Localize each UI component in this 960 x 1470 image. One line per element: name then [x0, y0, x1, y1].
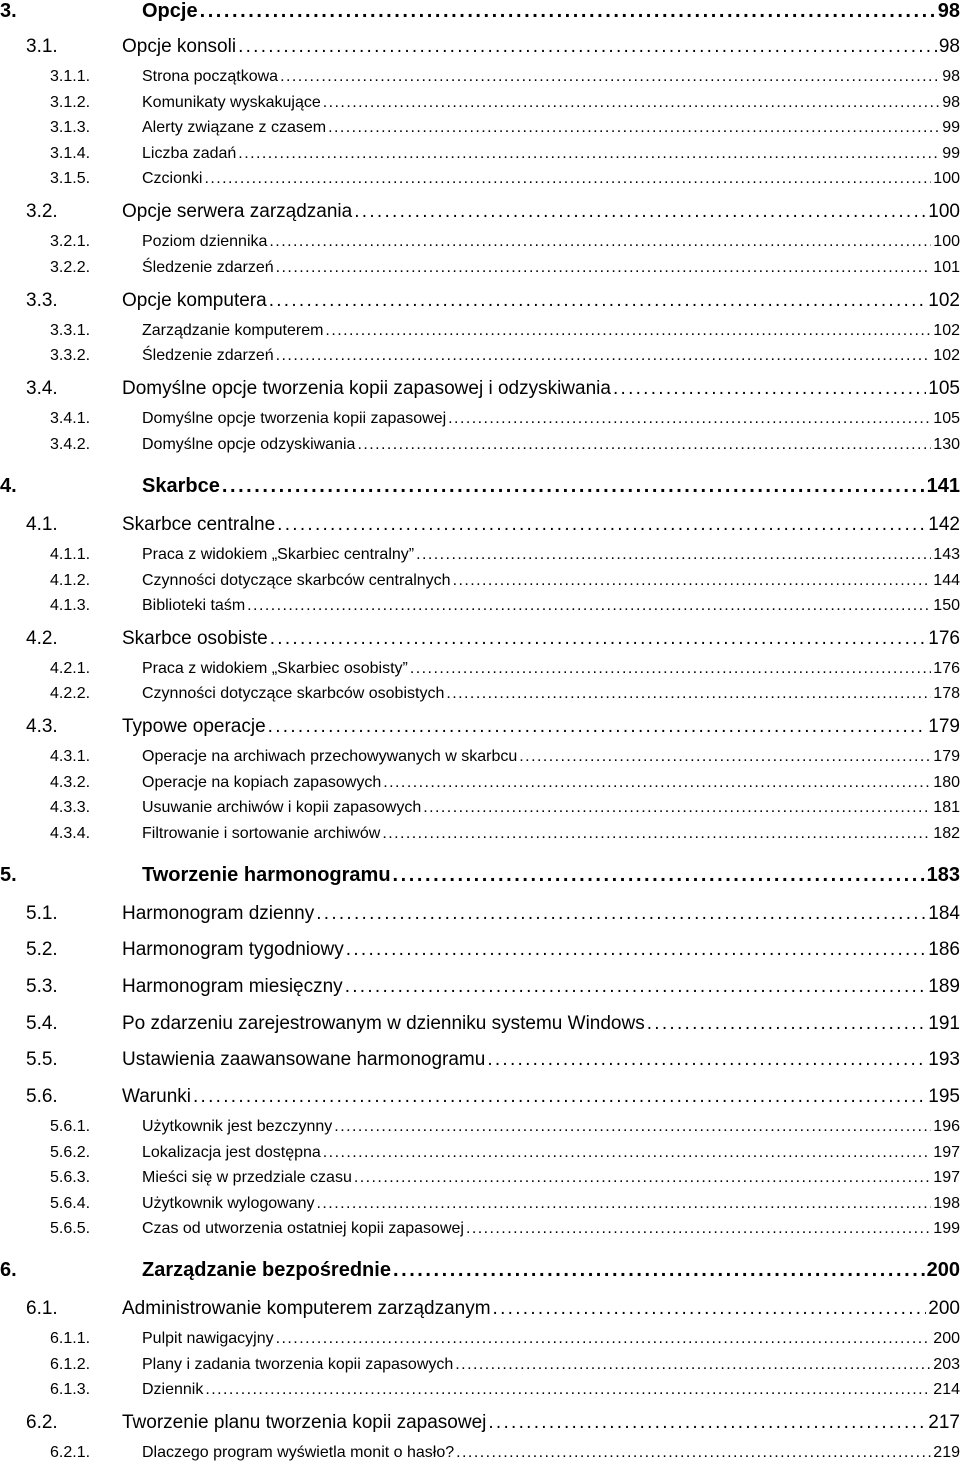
toc-entry-page-number: 186: [928, 939, 960, 960]
toc-entry-number: 5.4.: [26, 1013, 58, 1034]
toc-entry-number: 5.6.3.: [50, 1169, 91, 1186]
toc-entry-title: Domyślne opcje tworzenia kopii zapasowej i odzyskiwania: [122, 378, 611, 399]
toc-entry-title-row: [142, 685, 960, 703]
toc-entry-title: Ustawienia zaawansowane harmonogramu: [122, 1049, 486, 1070]
toc-entry-number: 4.3.: [26, 716, 58, 737]
toc-entry-number: 6.: [0, 1259, 17, 1281]
toc-entry-title: Po zdarzeniu zarejestrowanym w dzienniku systemu Windows: [122, 1013, 645, 1034]
toc-entry-title-row: [122, 201, 960, 223]
toc-entry-page-number: 100: [928, 201, 960, 222]
toc-entry-page-number: 181: [933, 799, 960, 816]
toc-dot-leader: [487, 1049, 926, 1071]
toc-entry-title: Mieści się w przedziale czasu: [142, 1169, 352, 1186]
toc-entry-title: Domyślne opcje odzyskiwania: [142, 436, 356, 453]
toc-entry-title: Czynności dotyczące skarbców osobistych: [142, 685, 445, 702]
toc-entry[interactable]: [0, 774, 960, 794]
toc-entry-number: 6.2.: [26, 1412, 58, 1433]
toc-entry-page-number: 100: [933, 233, 960, 250]
toc-entry-number: 3.3.: [26, 290, 58, 311]
toc-entry[interactable]: [0, 170, 960, 190]
toc-entry-page-number: 196: [933, 1118, 960, 1135]
toc-entry-page-number: 105: [933, 410, 960, 427]
toc-dot-leader: [317, 1195, 932, 1213]
toc-dot-leader: [466, 1220, 931, 1238]
toc-entry-page-number: 195: [928, 1086, 960, 1107]
toc-entry-number: 5.6.1.: [50, 1118, 91, 1135]
toc-dot-leader: [446, 685, 931, 703]
toc-entry-title: Dlaczego program wyświetla monit o hasło?: [142, 1444, 455, 1461]
toc-entry-title: Biblioteki taśm: [142, 597, 246, 614]
toc-dot-leader: [613, 378, 926, 400]
toc-entry-number: 3.4.1.: [50, 410, 91, 427]
toc-entry-title-row: [142, 475, 960, 498]
toc-entry-title-row: [142, 572, 960, 590]
toc-entry[interactable]: [0, 514, 960, 538]
toc-entry-title: Skarbce centralne: [122, 514, 276, 535]
toc-dot-leader: [354, 1169, 931, 1187]
toc-dot-leader: [277, 514, 926, 536]
toc-entry[interactable]: [0, 145, 960, 165]
toc-entry-title-row: [142, 1118, 960, 1136]
toc-entry-title: Harmonogram tygodniowy: [122, 939, 344, 960]
toc-entry-number: 4.3.4.: [50, 825, 91, 842]
toc-entry-number: 5.1.: [26, 903, 58, 924]
toc-entry-page-number: 197: [933, 1144, 960, 1161]
toc-entry-title-row: [122, 1086, 960, 1108]
toc-entry-number: 5.: [0, 864, 17, 886]
toc-entry-title: Tworzenie harmonogramu: [142, 864, 391, 886]
toc-entry-page-number: 98: [942, 94, 960, 111]
toc-entry-title: Zarządzanie komputerem: [142, 322, 324, 339]
toc-dot-leader: [193, 1086, 926, 1108]
toc-entry-page-number: 101: [933, 259, 960, 276]
toc-entry[interactable]: [0, 716, 960, 740]
toc-entry[interactable]: [0, 259, 960, 279]
toc-entry-number: 4.2.: [26, 628, 58, 649]
toc-entry-title-row: [142, 1195, 960, 1213]
toc-dot-leader: [238, 36, 937, 58]
toc-entry[interactable]: [0, 825, 960, 845]
toc-entry-title: Czynności dotyczące skarbców centralnych: [142, 572, 451, 589]
toc-entry-number: 3.1.1.: [50, 68, 91, 85]
toc-entry-title-row: [142, 1169, 960, 1187]
toc-entry-title: Śledzenie zdarzeń: [142, 259, 274, 276]
toc-dot-leader: [270, 628, 927, 650]
toc-entry-number: 5.5.: [26, 1049, 58, 1070]
toc-entry-title-row: [142, 1259, 960, 1282]
toc-entry[interactable]: [0, 939, 960, 963]
toc-entry-number: 5.2.: [26, 939, 58, 960]
toc-dot-leader: [416, 546, 931, 564]
toc-entry-number: 5.6.4.: [50, 1195, 91, 1212]
toc-entry-page-number: 200: [926, 1259, 960, 1281]
toc-entry[interactable]: [0, 1330, 960, 1350]
toc-entry-title: Skarbce osobiste: [122, 628, 268, 649]
toc-entry-title-row: [142, 1330, 960, 1348]
toc-entry-title-row: [122, 1412, 960, 1434]
toc-entry-page-number: 183: [926, 864, 960, 886]
toc-entry-title-row: [122, 1049, 960, 1071]
toc-entry-page-number: 105: [928, 378, 960, 399]
toc-dot-leader: [328, 119, 940, 137]
toc-dot-leader: [383, 774, 931, 792]
toc-dot-leader: [456, 1444, 931, 1462]
toc-entry-title-row: [142, 145, 960, 163]
toc-entry-page-number: 141: [926, 475, 960, 497]
toc-entry-title-row: [142, 799, 960, 817]
toc-entry-number: 4.2.1.: [50, 660, 91, 677]
toc-dot-leader: [238, 145, 940, 163]
toc-entry-page-number: 100: [933, 170, 960, 187]
toc-entry[interactable]: [0, 1013, 960, 1037]
toc-dot-leader: [200, 0, 936, 23]
toc-entry-page-number: 182: [933, 825, 960, 842]
toc-entry-title-row: [142, 410, 960, 428]
toc-dot-leader: [453, 572, 932, 590]
toc-dot-leader: [382, 825, 931, 843]
toc-entry-number: 4.1.1.: [50, 546, 91, 563]
toc-entry-title: Administrowanie komputerem zarządzanym: [122, 1298, 491, 1319]
toc-entry-number: 4.1.: [26, 514, 58, 535]
toc-entry[interactable]: [0, 290, 960, 314]
toc-dot-leader: [455, 1356, 931, 1374]
toc-entry-page-number: 219: [933, 1444, 960, 1461]
toc-entry-number: 5.6.2.: [50, 1144, 91, 1161]
toc-dot-leader: [325, 322, 931, 340]
toc-entry-page-number: 142: [928, 514, 960, 535]
toc-dot-leader: [346, 939, 927, 961]
toc-entry[interactable]: [0, 119, 960, 139]
toc-dot-leader: [334, 1118, 931, 1136]
toc-entry-title-row: [142, 1220, 960, 1238]
toc-entry-title-row: [142, 170, 960, 188]
toc-entry-title: Usuwanie archiwów i kopii zapasowych: [142, 799, 422, 816]
toc-entry[interactable]: [0, 546, 960, 566]
toc-entry-page-number: 200: [928, 1298, 960, 1319]
toc-entry-page-number: 191: [928, 1013, 960, 1034]
toc-entry-title: Śledzenie zdarzeń: [142, 347, 274, 364]
toc-entry-number: 3.2.2.: [50, 259, 91, 276]
toc-entry-title: Zarządzanie bezpośrednie: [142, 1259, 391, 1281]
toc-dot-leader: [316, 903, 926, 925]
toc-entry-number: 5.3.: [26, 976, 58, 997]
toc-entry-title: Opcje konsoli: [122, 36, 237, 57]
toc-dot-leader: [647, 1013, 927, 1035]
toc-dot-leader: [345, 976, 927, 998]
toc-entry-page-number: 144: [933, 572, 960, 589]
toc-entry-page-number: 179: [933, 748, 960, 765]
toc-entry-title-row: [122, 903, 960, 925]
toc-entry-page-number: 180: [933, 774, 960, 791]
toc-entry[interactable]: [0, 378, 960, 402]
toc-entry[interactable]: [0, 628, 960, 652]
toc-entry-number: 6.1.: [26, 1298, 58, 1319]
toc-entry-title-row: [142, 864, 960, 887]
toc-dot-leader: [393, 1259, 925, 1282]
toc-entry-title: Harmonogram dzienny: [122, 903, 315, 924]
toc-dot-leader: [222, 475, 925, 498]
toc-dot-leader: [204, 170, 931, 188]
toc-dot-leader: [493, 1298, 927, 1320]
toc-entry-number: 3.2.1.: [50, 233, 91, 250]
toc-entry-page-number: 176: [933, 660, 960, 677]
toc-entry[interactable]: [0, 799, 960, 819]
toc-entry-title-row: [142, 1356, 960, 1374]
toc-entry[interactable]: [0, 322, 960, 342]
toc-entry-page-number: 214: [933, 1381, 960, 1398]
toc-entry-title-row: [142, 347, 960, 365]
toc-entry[interactable]: [0, 1049, 960, 1073]
toc-entry-title: Plany i zadania tworzenia kopii zapasowych: [142, 1356, 454, 1373]
toc-entry-number: 3.4.: [26, 378, 58, 399]
toc-entry-title: Praca z widokiem „Skarbiec osobisty”: [142, 660, 408, 677]
toc-entry-number: 3.1.5.: [50, 170, 91, 187]
toc-entry-title: Tworzenie planu tworzenia kopii zapasowej: [122, 1412, 487, 1433]
toc-entry-number: 3.3.1.: [50, 322, 91, 339]
toc-entry-title: Alerty związane z czasem: [142, 119, 327, 136]
toc-entry-title: Opcje serwera zarządzania: [122, 201, 353, 222]
toc-entry-title-row: [142, 322, 960, 340]
toc-entry-page-number: 102: [933, 347, 960, 364]
toc-entry-number: 4.2.2.: [50, 685, 91, 702]
toc-entry-title: Użytkownik jest bezczynny: [142, 1118, 333, 1135]
toc-entry-number: 3.4.2.: [50, 436, 91, 453]
toc-entry-title-row: [142, 68, 960, 86]
toc-entry-title-row: [122, 1298, 960, 1320]
toc-dot-leader: [276, 347, 932, 365]
toc-entry-title-row: [142, 1444, 960, 1462]
toc-entry[interactable]: [0, 1356, 960, 1376]
toc-entry[interactable]: [0, 347, 960, 367]
toc-entry-title: Praca z widokiem „Skarbiec centralny”: [142, 546, 415, 563]
toc-entry[interactable]: [0, 597, 960, 617]
toc-entry-title-row: [122, 1013, 960, 1035]
toc-entry-title-row: [142, 233, 960, 251]
toc-entry-page-number: 102: [928, 290, 960, 311]
toc-entry-title-row: [142, 597, 960, 615]
toc-dot-leader: [280, 68, 940, 86]
toc-entry-title: Lokalizacja jest dostępna: [142, 1144, 321, 1161]
toc-entry[interactable]: [0, 94, 960, 114]
toc-dot-leader: [276, 259, 932, 277]
toc-entry-number: 4.1.2.: [50, 572, 91, 589]
toc-entry[interactable]: [0, 475, 960, 499]
toc-entry[interactable]: [0, 976, 960, 1000]
toc-entry-title: Domyślne opcje tworzenia kopii zapasowej: [142, 410, 447, 427]
toc-entry[interactable]: [0, 903, 960, 927]
toc-entry-title: Strona początkowa: [142, 68, 279, 85]
toc-entry[interactable]: [0, 1444, 960, 1464]
toc-entry-title-row: [142, 436, 960, 454]
toc-entry-title: Pulpit nawigacyjny: [142, 1330, 274, 1347]
toc-entry[interactable]: [0, 660, 960, 680]
toc-entry-title-row: [142, 0, 960, 23]
toc-entry-title: Opcje: [142, 0, 198, 22]
toc-entry-title-row: [142, 748, 960, 766]
toc-entry-number: 3.1.4.: [50, 145, 91, 162]
toc-entry[interactable]: [0, 685, 960, 705]
toc-entry-page-number: 189: [928, 976, 960, 997]
toc-dot-leader: [247, 597, 931, 615]
toc-entry-title: Dziennik: [142, 1381, 204, 1398]
toc-entry-title: Czas od utworzenia ostatniej kopii zapasowej: [142, 1220, 464, 1237]
toc-entry[interactable]: [0, 1118, 960, 1138]
toc-entry-number: 3.1.3.: [50, 119, 91, 136]
toc-entry-title-row: [122, 36, 960, 58]
toc-entry-page-number: 217: [928, 1412, 960, 1433]
toc-entry-page-number: 98: [937, 0, 960, 22]
toc-entry[interactable]: [0, 410, 960, 430]
toc-entry-title: Warunki: [122, 1086, 191, 1107]
toc-entry-page-number: 198: [933, 1195, 960, 1212]
toc-entry-number: 4.: [0, 475, 17, 497]
toc-entry-title-row: [122, 514, 960, 536]
toc-dot-leader: [519, 748, 931, 766]
toc-entry-number: 4.1.3.: [50, 597, 91, 614]
toc-entry-title-row: [142, 825, 960, 843]
toc-entry-title-row: [122, 976, 960, 998]
toc-entry-page-number: 98: [938, 36, 960, 57]
toc-entry-page-number: 203: [933, 1356, 960, 1373]
toc-dot-leader: [323, 1144, 932, 1162]
toc-entry-number: 3.1.2.: [50, 94, 91, 111]
toc-entry-title: Liczba zadań: [142, 145, 237, 162]
toc-entry-number: 3.3.2.: [50, 347, 91, 364]
toc-entry-number: 5.6.5.: [50, 1220, 91, 1237]
toc-entry[interactable]: [0, 864, 960, 888]
toc-entry[interactable]: [0, 572, 960, 592]
toc-entry[interactable]: [0, 233, 960, 253]
toc-entry-page-number: 99: [942, 145, 960, 162]
toc-entry-title-row: [142, 94, 960, 112]
toc-dot-leader: [354, 201, 926, 223]
toc-entry-title-row: [122, 378, 960, 400]
toc-entry-title: Skarbce: [142, 475, 220, 497]
toc-entry[interactable]: [0, 1381, 960, 1401]
toc-dot-leader: [488, 1412, 926, 1434]
toc-entry-page-number: 184: [928, 903, 960, 924]
toc-entry-number: 6.1.3.: [50, 1381, 91, 1398]
toc-entry-title: Opcje komputera: [122, 290, 267, 311]
toc-entry[interactable]: [0, 0, 960, 24]
toc-entry[interactable]: [0, 1144, 960, 1164]
toc-dot-leader: [205, 1381, 931, 1399]
toc-entry-title: Filtrowanie i sortowanie archiwów: [142, 825, 381, 842]
toc-entry-number: 4.3.3.: [50, 799, 91, 816]
toc-entry-title-row: [142, 1144, 960, 1162]
toc-entry-title-row: [122, 939, 960, 961]
toc-entry-number: 6.2.1.: [50, 1444, 91, 1461]
toc-entry-page-number: 199: [933, 1220, 960, 1237]
toc-entry-title-row: [142, 1381, 960, 1399]
toc-entry-number: 3.2.: [26, 201, 58, 222]
toc-entry[interactable]: [0, 68, 960, 88]
toc-entry-title-row: [142, 774, 960, 792]
toc-entry-number: 3.: [0, 0, 17, 22]
toc-entry-number: 4.3.1.: [50, 748, 91, 765]
toc-entry-number: 5.6.: [26, 1086, 58, 1107]
toc-dot-leader: [269, 233, 931, 251]
toc-entry-title: Użytkownik wylogowany: [142, 1195, 315, 1212]
toc-dot-leader: [448, 410, 931, 428]
toc-entry-title: Typowe operacje: [122, 716, 266, 737]
toc-entry-page-number: 130: [933, 436, 960, 453]
toc-entry-title: Operacje na archiwach przechowywanych w skarbcu: [142, 748, 518, 765]
toc-entry-number: 3.1.: [26, 36, 58, 57]
toc-entry-page-number: 99: [942, 119, 960, 136]
toc-entry-title-row: [122, 290, 960, 312]
toc-entry[interactable]: [0, 1169, 960, 1189]
toc-entry-page-number: 178: [933, 685, 960, 702]
toc-entry-title: Czcionki: [142, 170, 203, 187]
toc-dot-leader: [323, 94, 940, 112]
toc-entry-page-number: 98: [942, 68, 960, 85]
toc-entry-title-row: [142, 259, 960, 277]
toc-entry-title: Operacje na kopiach zapasowych: [142, 774, 382, 791]
toc-entry[interactable]: [0, 1086, 960, 1110]
toc-dot-leader: [268, 716, 927, 738]
toc-dot-leader: [393, 864, 925, 887]
toc-dot-leader: [423, 799, 931, 817]
toc-entry-title: Komunikaty wyskakujące: [142, 94, 321, 111]
toc-entry[interactable]: [0, 1220, 960, 1240]
toc-entry-title-row: [142, 546, 960, 564]
toc-entry-title-row: [142, 660, 960, 678]
toc-dot-leader: [357, 436, 931, 454]
toc-entry-title: Harmonogram miesięczny: [122, 976, 343, 997]
toc-entry-page-number: 197: [933, 1169, 960, 1186]
toc-entry-title-row: [142, 119, 960, 137]
toc-dot-leader: [276, 1330, 932, 1348]
toc-entry[interactable]: [0, 1298, 960, 1322]
toc-entry[interactable]: [0, 1259, 960, 1283]
toc-entry-page-number: 176: [928, 628, 960, 649]
toc-entry-page-number: 143: [933, 546, 960, 563]
toc-dot-leader: [269, 290, 927, 312]
toc-entry-page-number: 200: [933, 1330, 960, 1347]
toc-entry[interactable]: [0, 1195, 960, 1215]
toc-entry-number: 6.1.2.: [50, 1356, 91, 1373]
toc-entry-number: 4.3.2.: [50, 774, 91, 791]
toc-entry[interactable]: [0, 436, 960, 456]
toc-entry[interactable]: [0, 748, 960, 768]
toc-entry-page-number: 193: [928, 1049, 960, 1070]
toc-entry-page-number: 179: [928, 716, 960, 737]
toc-entry[interactable]: [0, 36, 960, 60]
toc-entry-title-row: [122, 628, 960, 650]
toc-dot-leader: [410, 660, 931, 678]
toc-entry-title-row: [122, 716, 960, 738]
toc-entry-number: 6.1.1.: [50, 1330, 91, 1347]
toc-entry-title: Poziom dziennika: [142, 233, 268, 250]
toc-entry[interactable]: [0, 1412, 960, 1436]
toc-entry-page-number: 150: [933, 597, 960, 614]
toc-entry-page-number: 102: [933, 322, 960, 339]
toc-entry[interactable]: [0, 201, 960, 225]
